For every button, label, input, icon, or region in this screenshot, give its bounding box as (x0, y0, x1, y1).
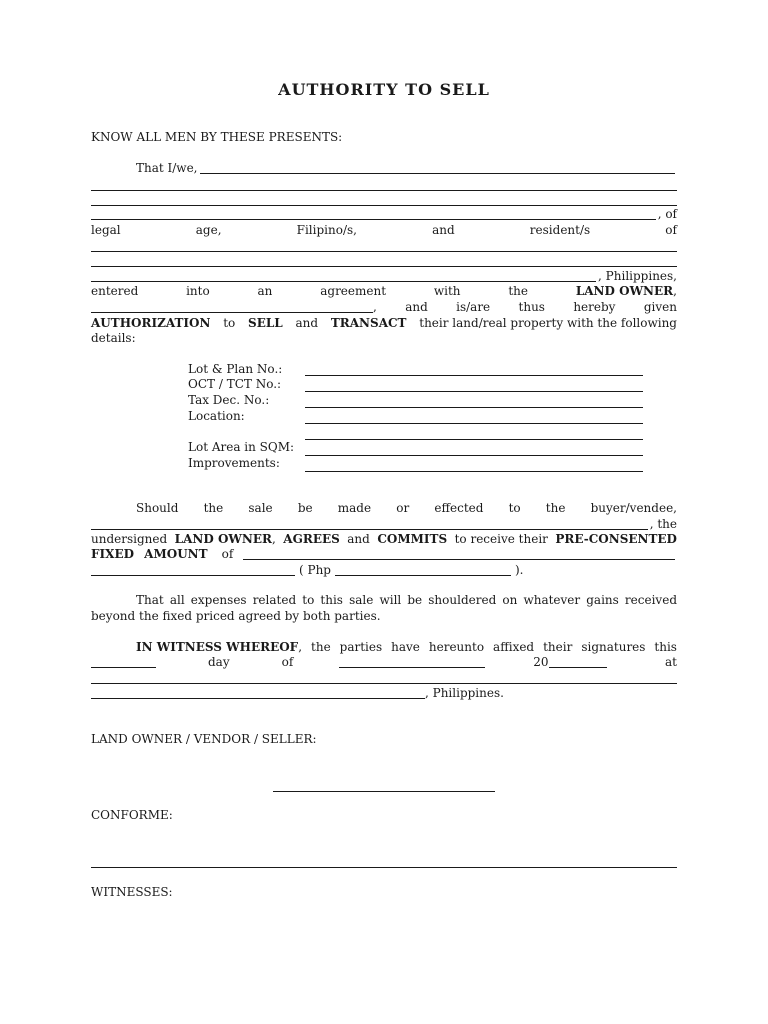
day-blank[interactable] (91, 655, 156, 668)
address-blank[interactable] (91, 269, 596, 282)
word: to receive their (454, 532, 548, 546)
lot-area-field[interactable] (305, 454, 643, 456)
agent-name-blank[interactable] (91, 300, 373, 313)
place-blank-2[interactable] (91, 686, 425, 699)
oct-tct-field[interactable] (305, 390, 643, 392)
agrees-bold: AGREES (283, 532, 340, 546)
expenses-line-1: That all expenses related to this sale will be shouldered on whatever gains received (136, 593, 677, 607)
word: be (297, 501, 313, 515)
lot-area-label: Lot Area in SQM: (188, 440, 295, 454)
word: of (281, 655, 294, 669)
close-paren-text: ). (514, 563, 524, 577)
word: buyer/vendee, (590, 501, 677, 515)
word: an (257, 284, 273, 298)
word: of (665, 223, 677, 237)
given-line (91, 300, 677, 315)
party-line-of (91, 207, 677, 222)
intro-text: KNOW ALL MEN BY THESE PRESENTS: (91, 130, 343, 144)
tax-dec-label: Tax Dec. No.: (188, 393, 270, 407)
word: and (432, 223, 455, 237)
party-name-blank[interactable] (200, 161, 676, 174)
word: Should (136, 501, 179, 515)
year-prefix: 20 (533, 655, 549, 669)
buyer-name-blank[interactable] (91, 517, 648, 530)
undersigned-line: undersigned LAND OWNER, AGREES and COMMITS to receive their PRE-CONSENTED (91, 532, 677, 546)
month-blank[interactable] (339, 655, 485, 668)
word: at (665, 655, 677, 669)
party-line (136, 161, 677, 176)
buyer-line (91, 517, 677, 532)
word: day (208, 655, 230, 669)
legal-age-line (91, 223, 677, 238)
address-line (91, 269, 677, 284)
php-text: ( Php (299, 563, 331, 577)
blank-line[interactable] (91, 189, 677, 191)
given-words: , and is/are thus hereby given (373, 300, 677, 314)
expenses-line-2: beyond the fixed priced agreed by both parties. (91, 609, 381, 623)
transact-bold: TRANSACT (330, 316, 407, 330)
word: legal (91, 223, 121, 237)
word: made (337, 501, 372, 515)
witness-line (136, 640, 677, 655)
of-text: , of (657, 207, 677, 221)
blank-line[interactable] (91, 204, 677, 206)
word: the (203, 501, 224, 515)
conforme-label: CONFORME: (91, 808, 173, 822)
land-owner-label: LAND OWNER / VENDOR / SELLER: (91, 732, 317, 746)
word: with (433, 284, 461, 298)
party-name-blank[interactable] (91, 207, 656, 220)
year-blank[interactable] (549, 655, 607, 668)
location-field[interactable] (305, 422, 643, 424)
word: or (396, 501, 410, 515)
should-line (136, 501, 677, 516)
land-owner-signature-line[interactable] (273, 790, 495, 792)
word: resident/s (529, 223, 591, 237)
word: agreement (320, 284, 387, 298)
word: Filipino/s, (296, 223, 357, 237)
philippines-text: , Philippines, (598, 269, 677, 283)
amount-words-blank-2[interactable] (91, 563, 295, 576)
word: undersigned (91, 532, 168, 546)
commits-bold: COMMITS (377, 532, 448, 546)
comma: , (673, 284, 677, 298)
authorization-line (91, 316, 677, 331)
witness-rest: , the parties have hereunto affixed their signatures this (298, 640, 677, 654)
document-title: AUTHORITY TO SELL (278, 80, 490, 99)
php-line (91, 563, 677, 578)
lot-plan-field[interactable] (305, 374, 643, 376)
word: sale (248, 501, 273, 515)
date-line (91, 655, 677, 670)
amount-php-blank[interactable] (335, 563, 511, 576)
word: their land/real property with the following (419, 316, 677, 330)
preconsented-bold: PRE-CONSENTED (555, 532, 677, 546)
word: and (295, 316, 319, 330)
word: the (545, 501, 566, 515)
agreement-line (91, 284, 677, 299)
fixed-amount-line (91, 547, 677, 562)
word: entered (91, 284, 139, 298)
place-blank[interactable] (91, 682, 677, 684)
sell-bold: SELL (248, 316, 283, 330)
amount-words-blank[interactable] (243, 547, 675, 560)
word: effected (434, 501, 484, 515)
word: of (221, 547, 234, 561)
authorization-bold: AUTHORIZATION (91, 316, 211, 330)
tax-dec-field[interactable] (305, 406, 643, 408)
address-blank[interactable] (91, 250, 677, 252)
land-owner-bold: LAND OWNER (575, 284, 674, 298)
details-label: details: (91, 331, 136, 345)
location-label: Location: (188, 409, 245, 423)
word: to (508, 501, 521, 515)
improvements-label: Improvements: (188, 456, 280, 470)
word: and (347, 532, 370, 546)
witnesses-label: WITNESSES: (91, 885, 173, 899)
location-field-2[interactable] (305, 438, 643, 440)
place-line (91, 686, 677, 701)
word: into (186, 284, 210, 298)
improvements-field[interactable] (305, 470, 643, 472)
word: the (508, 284, 528, 298)
lot-plan-label: Lot & Plan No.: (188, 362, 283, 376)
oct-tct-label: OCT / TCT No.: (188, 377, 282, 391)
philippines-text: , Philippines. (425, 686, 504, 700)
word: to (223, 316, 236, 330)
land-owner-bold: LAND OWNER (174, 532, 272, 546)
address-blank[interactable] (91, 265, 677, 267)
that-iwe-text: That I/we, (136, 161, 198, 175)
the-text: , the (649, 517, 677, 531)
word: age, (195, 223, 222, 237)
fixed-amount-bold: FIXED AMOUNT (91, 547, 208, 561)
in-witness-bold: IN WITNESS WHEREOF (136, 640, 299, 654)
conforme-signature-line[interactable] (91, 866, 677, 868)
